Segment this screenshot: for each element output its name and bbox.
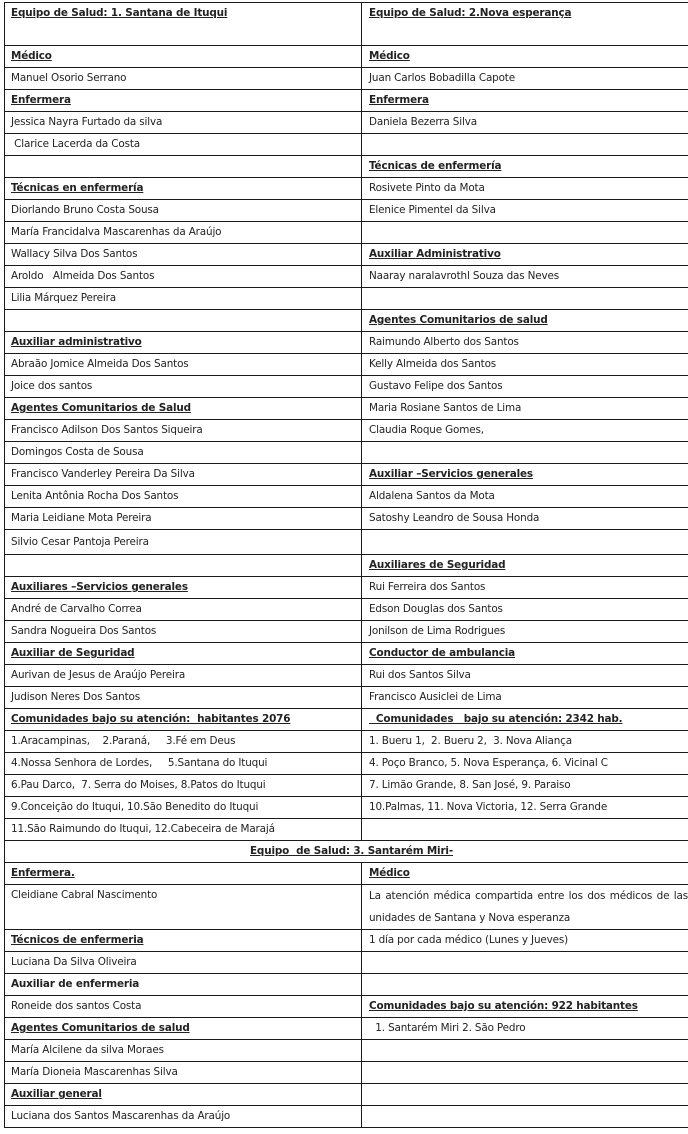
table-row <box>5 112 688 134</box>
table-row <box>5 952 688 974</box>
team3-agente: María Alcilene da silva Moraes <box>5 1040 362 1062</box>
team1-agentes-label: Agentes Comunitarios de Salud <box>5 398 362 420</box>
team1-comunidades-label: Comunidades bajo su atención: habitantes 2076 <box>5 709 362 731</box>
team2-tecnica: Elenice Pimentel da Silva <box>362 200 688 222</box>
team3-medico-schedule: 1 día por cada médico (Lunes y Jueves) <box>362 930 688 952</box>
table-row <box>5 90 688 112</box>
table-row <box>5 841 688 863</box>
table-row <box>5 731 688 753</box>
empty-cell <box>5 555 362 577</box>
document-page <box>4 2 688 1128</box>
team3-tecnicos-label: Técnicos de enfermeria <box>5 930 362 952</box>
table-row <box>5 643 688 665</box>
team1-tecnicas-label: Técnicas en enfermería <box>5 178 362 200</box>
team2-comunidad: 10.Palmas, 11. Nova Victoria, 12. Serra Grande <box>362 797 688 819</box>
table-row <box>5 244 688 266</box>
empty-cell <box>362 952 688 974</box>
table-row <box>5 621 688 643</box>
empty-cell <box>362 530 688 555</box>
team1-enfermera-label: Enfermera <box>5 90 362 112</box>
team1-seguridad: Judison Neres Dos Santos <box>5 687 362 709</box>
team3-tecnico: Luciana Da Silva Oliveira <box>5 952 362 974</box>
team2-servicios-label: Auxiliar –Servicios generales <box>362 464 688 486</box>
team1-tecnica: Diorlando Bruno Costa Sousa <box>5 200 362 222</box>
team1-medico-label: Médico <box>5 46 362 68</box>
team3-comunidades-label: Comunidades bajo su atención: 922 habitantes <box>362 996 688 1018</box>
table-row <box>5 156 688 178</box>
team1-agente: Francisco Vanderley Pereira Da Silva <box>5 464 362 486</box>
team1-comunidad: 6.Pau Darco, 7. Serra do Moises, 8.Patos do Ituqui <box>5 775 362 797</box>
team2-servicio: Aldalena Santos da Mota <box>362 486 688 508</box>
empty-cell <box>5 310 362 332</box>
team2-seguridad: Jonilson de Lima Rodrigues <box>362 621 688 643</box>
table-row <box>5 222 688 244</box>
team2-agente: Kelly Almeida dos Santos <box>362 354 688 376</box>
table-row <box>5 464 688 486</box>
table-row <box>5 332 688 354</box>
table-row <box>5 1062 688 1084</box>
team1-aux-admin: Joice dos santos <box>5 376 362 398</box>
empty-cell <box>362 288 688 310</box>
table-row <box>5 599 688 621</box>
empty-cell <box>362 1084 688 1106</box>
team1-servicio: Sandra Nogueira Dos Santos <box>5 621 362 643</box>
table-row <box>5 310 688 332</box>
team2-medico-label: Médico <box>362 46 688 68</box>
team1-tecnica: Aroldo Almeida Dos Santos <box>5 266 362 288</box>
team1-agente: Lenita Antônia Rocha Dos Santos <box>5 486 362 508</box>
team2-comunidad: 1. Bueru 1, 2. Bueru 2, 3. Nova Aliança <box>362 731 688 753</box>
team2-enfermera-label: Enfermera <box>362 90 688 112</box>
table-row <box>5 530 688 555</box>
team1-title: Equipo de Salud: 1. Santana de Ituqui <box>5 3 362 46</box>
team2-medico: Juan Carlos Bobadilla Capote <box>362 68 688 90</box>
team1-enfermera: Jessica Nayra Furtado da silva <box>5 112 362 134</box>
team1-tecnica: Lilia Márquez Pereira <box>5 288 362 310</box>
team3-agente: María Dioneia Mascarenhas Silva <box>5 1062 362 1084</box>
team2-agente: Gustavo Felipe dos Santos <box>362 376 688 398</box>
team2-tecnica: Rosivete Pinto da Mota <box>362 178 688 200</box>
team3-aux-enf-label: Auxiliar de enfermeria <box>5 974 362 996</box>
table-row <box>5 354 688 376</box>
team2-seguridad: Rui Ferreira dos Santos <box>362 577 688 599</box>
empty-cell <box>362 442 688 464</box>
team3-medico-label: Médico <box>362 863 688 885</box>
team1-seguridad-label: Auxiliar de Seguridad <box>5 643 362 665</box>
table-row <box>5 420 688 442</box>
team3-enfermera: Cleidiane Cabral Nascimento <box>5 885 362 930</box>
team2-enfermera: Daniela Bezerra Silva <box>362 112 688 134</box>
team3-medico-note: La atención médica compartida entre los dos médicos de las unidades de Santana y Nova esperanza <box>362 885 688 930</box>
empty-cell <box>362 1106 688 1128</box>
table-row <box>5 266 688 288</box>
health-teams-table <box>4 2 688 1128</box>
table-row <box>5 775 688 797</box>
team3-aux-general-label: Auxiliar general <box>5 1084 362 1106</box>
team1-comunidad: 11.São Raimundo do Ituqui, 12.Cabeceira de Marajá <box>5 819 362 841</box>
table-row <box>5 68 688 90</box>
team1-enfermera: Clarice Lacerda da Costa <box>5 134 362 156</box>
team2-aux-admin-label: Auxiliar Administrativo <box>362 244 688 266</box>
team2-conductor: Francisco Ausiclei de Lima <box>362 687 688 709</box>
team2-comunidad: 7. Limão Grande, 8. San José, 9. Paraiso <box>362 775 688 797</box>
table-row <box>5 288 688 310</box>
empty-cell <box>362 1040 688 1062</box>
team3-agentes-label: Agentes Comunitarios de salud <box>5 1018 362 1040</box>
team2-agentes-label: Agentes Comunitarios de salud <box>362 310 688 332</box>
team1-aux-admin-label: Auxiliar administrativo <box>5 332 362 354</box>
team1-comunidad: 4.Nossa Senhora de Lordes, 5.Santana do Ituqui <box>5 753 362 775</box>
team3-aux-general: Luciana dos Santos Mascarenhas da Araújo <box>5 1106 362 1128</box>
table-row <box>5 1040 688 1062</box>
table-row <box>5 996 688 1018</box>
team2-conductor-label: Conductor de ambulancia <box>362 643 688 665</box>
empty-cell <box>5 156 362 178</box>
table-row <box>5 863 688 885</box>
team2-tecnicas-label: Técnicas de enfermería <box>362 156 688 178</box>
team1-comunidad: 9.Conceição do Ituqui, 10.São Benedito do Ituqui <box>5 797 362 819</box>
table-row <box>5 974 688 996</box>
table-row <box>5 797 688 819</box>
table-row <box>5 508 688 530</box>
table-row <box>5 200 688 222</box>
table-row <box>5 376 688 398</box>
table-row <box>5 753 688 775</box>
table-row <box>5 930 688 952</box>
table-row <box>5 486 688 508</box>
table-row <box>5 1084 688 1106</box>
team2-conductor: Rui dos Santos Silva <box>362 665 688 687</box>
team2-seguridad: Edson Douglas dos Santos <box>362 599 688 621</box>
table-row <box>5 134 688 156</box>
empty-cell <box>362 1062 688 1084</box>
table-row <box>5 178 688 200</box>
team2-comunidades-label: Comunidades bajo su atención: 2342 hab. <box>362 709 688 731</box>
team2-servicio: Satoshy Leandro de Sousa Honda <box>362 508 688 530</box>
team2-title: Equipo de Salud: 2.Nova esperança <box>362 3 688 46</box>
empty-cell <box>362 974 688 996</box>
table-row <box>5 555 688 577</box>
table-row <box>5 819 688 841</box>
table-row <box>5 398 688 420</box>
team3-aux-enf: Roneide dos santos Costa <box>5 996 362 1018</box>
team2-seguridad-label: Auxiliares de Seguridad <box>362 555 688 577</box>
table-row <box>5 885 688 930</box>
team2-agente: Raimundo Alberto dos Santos <box>362 332 688 354</box>
team1-tecnica: María Francidalva Mascarenhas da Araújo <box>5 222 362 244</box>
table-row <box>5 1106 688 1128</box>
table-row <box>5 687 688 709</box>
table-row <box>5 577 688 599</box>
team2-aux-admin: Naaray naralavrothl Souza das Neves <box>362 266 688 288</box>
team1-medico: Manuel Osorio Serrano <box>5 68 362 90</box>
team1-agente: Maria Leidiane Mota Pereira <box>5 508 362 530</box>
team3-enfermera-label: Enfermera. <box>5 863 362 885</box>
team3-title: Equipo de Salud: 3. Santarém Miri- <box>5 841 688 863</box>
table-row <box>5 46 688 68</box>
table-row <box>5 665 688 687</box>
table-row <box>5 442 688 464</box>
team2-comunidad: 4. Poço Branco, 5. Nova Esperança, 6. Vicinal C <box>362 753 688 775</box>
team1-servicio: André de Carvalho Correa <box>5 599 362 621</box>
team1-tecnica: Wallacy Silva Dos Santos <box>5 244 362 266</box>
team1-comunidad: 1.Aracampinas, 2.Paraná, 3.Fé em Deus <box>5 731 362 753</box>
team1-agente: Domingos Costa de Sousa <box>5 442 362 464</box>
team1-aux-admin: Abraão Jomice Almeida Dos Santos <box>5 354 362 376</box>
team2-agente: Maria Rosiane Santos de Lima <box>362 398 688 420</box>
table-row <box>5 1018 688 1040</box>
team1-agente: Francisco Adilson Dos Santos Siqueira <box>5 420 362 442</box>
table-row <box>5 709 688 731</box>
empty-cell <box>362 134 688 156</box>
table-row <box>5 3 688 46</box>
team1-servicios-label: Auxiliares –Servicios generales <box>5 577 362 599</box>
empty-cell <box>362 819 688 841</box>
team2-agente: Claudia Roque Gomes, <box>362 420 688 442</box>
team1-seguridad: Aurivan de Jesus de Araújo Pereira <box>5 665 362 687</box>
team3-comunidades: 1. Santarém Miri 2. São Pedro <box>362 1018 688 1040</box>
empty-cell <box>362 222 688 244</box>
team1-agente: Silvio Cesar Pantoja Pereira <box>5 530 362 555</box>
